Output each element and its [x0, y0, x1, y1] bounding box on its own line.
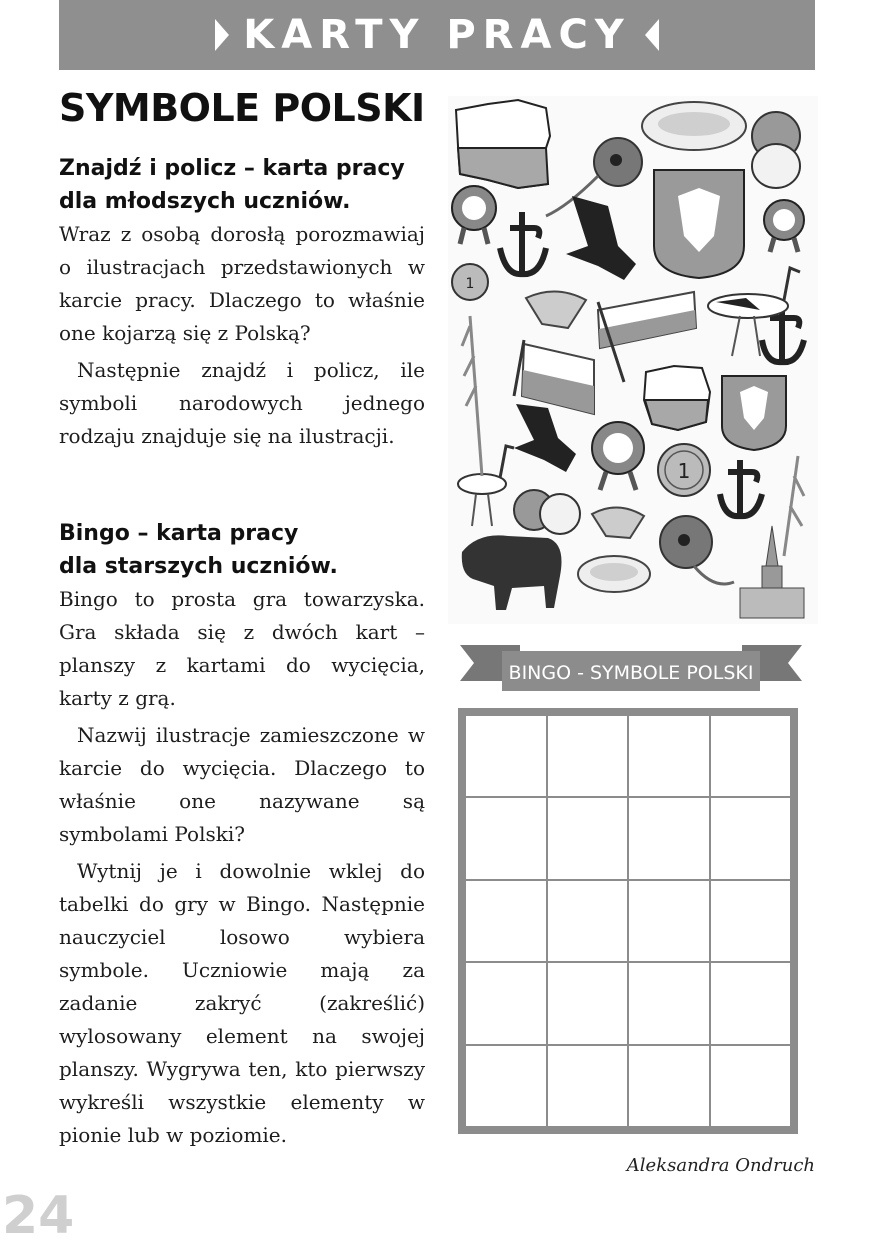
eagle-emblem-icon	[654, 170, 744, 278]
page-title: SYMBOLE POLSKI	[59, 86, 425, 130]
polish-symbols-illustration	[448, 96, 818, 624]
section-older-students	[59, 517, 425, 1152]
bingo-cell	[547, 797, 629, 879]
bingo-cell	[465, 715, 547, 797]
pierogi-plate-icon	[642, 102, 746, 150]
bingo-cell	[547, 1045, 629, 1127]
bingo-cell	[465, 1045, 547, 1127]
arrow-left-icon	[645, 19, 659, 51]
bingo-cell	[465, 880, 547, 962]
section1-title-line2: dla młodszych uczniów.	[59, 189, 351, 214]
bingo-banner	[460, 637, 802, 695]
section1-paragraph1: Wraz z osobą dorosłą porozmawiaj o ilustracjach przedstawionych w karcie pracy. Dlaczego to właśnie one kojarzą się z Polską?	[59, 222, 425, 345]
bingo-cell	[465, 962, 547, 1044]
coin-icon	[658, 444, 710, 496]
author-name: Aleksandra Ondruch	[626, 1155, 815, 1176]
bingo-cell	[547, 715, 629, 797]
poland-map-icon	[456, 100, 550, 188]
section1-paragraph2: Następnie znajdź i policz, ile symboli narodowych jednego rodzaju znajduje się na ilustracji.	[59, 358, 425, 448]
bingo-cell	[628, 1045, 710, 1127]
arrow-right-icon	[215, 19, 229, 51]
coin-label-large: 1	[677, 459, 691, 483]
section2-paragraph2: Nazwij ilustracje zamieszczone w karcie do wycięcia. Dlaczego to właśnie one nazywane są symbolami Polski?	[59, 723, 425, 846]
section1-title-line1: Znajdź i policz – karta pracy	[59, 156, 405, 181]
bingo-cell	[628, 962, 710, 1044]
apple-icon	[514, 490, 580, 534]
bingo-cell	[710, 880, 792, 962]
header-bar	[59, 0, 815, 70]
bingo-cell	[547, 880, 629, 962]
bingo-cell	[628, 880, 710, 962]
bingo-board	[458, 708, 798, 1134]
section2-title-line1: Bingo – karta pracy	[59, 521, 299, 546]
bingo-cell	[628, 797, 710, 879]
header-title: KARTY PRACY	[243, 12, 631, 58]
bingo-cell	[710, 715, 792, 797]
bingo-cell	[710, 962, 792, 1044]
bingo-cell	[465, 797, 547, 879]
pierogi-plate-icon	[578, 556, 650, 592]
bingo-banner-text: BINGO - SYMBOLE POLSKI	[508, 662, 754, 684]
poland-map-icon	[644, 366, 710, 430]
coin-icon	[452, 264, 488, 300]
left-column	[59, 86, 425, 1152]
section2-paragraph3: Wytnij je i dowolnie wklej do tabelki do gry w Bingo. Następnie nauczyciel losowo wybiera symbole. Uczniowie mają za zadanie zakryć (zakreślić) wylosowany element na swojej planszy. Wygrywa ten, kto pierwszy wykreśli wszystkie elementy w pionie lub w poziomie.	[59, 859, 425, 1147]
section2-paragraph1: Bingo to prosta gra towarzyska. Gra składa się z dwóch kart – planszy z kartami do wycięcia, karty z grą.	[59, 587, 425, 710]
bingo-cell	[628, 715, 710, 797]
page-number: 24	[2, 1186, 75, 1246]
section-young-students	[59, 152, 425, 453]
bingo-cell	[710, 797, 792, 879]
section2-title-line2: dla starszych uczniów.	[59, 554, 338, 579]
apple-icon	[752, 112, 800, 188]
coin-label-small: 1	[465, 276, 475, 292]
bingo-cell	[710, 1045, 792, 1127]
bingo-cell	[547, 962, 629, 1044]
eagle-emblem-icon	[722, 376, 786, 450]
